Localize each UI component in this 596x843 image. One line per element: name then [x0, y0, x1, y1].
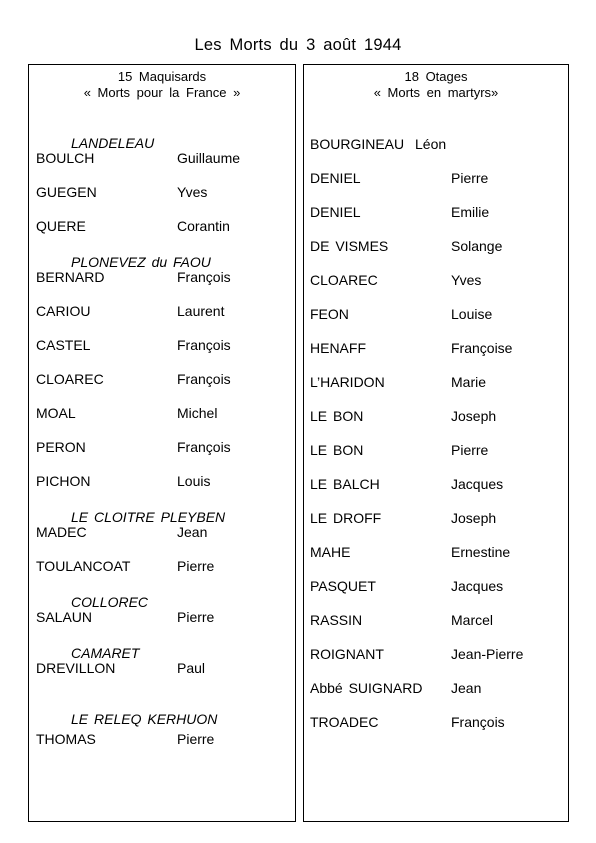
surname: THOMAS [36, 731, 96, 747]
surname: LE DROFF [310, 510, 382, 526]
firstname: Marie [451, 374, 487, 390]
commune-heading: CAMARET [71, 645, 140, 661]
commune-heading: LANDELEAU [71, 135, 155, 151]
firstname: Ernestine [451, 544, 511, 560]
firstname: Guillaume [177, 150, 241, 166]
firstname: Jean [177, 524, 208, 540]
otages-subtitle: « Morts en martyrs» [373, 85, 499, 100]
surname: MAHE [310, 544, 351, 560]
firstname: Jacques [451, 476, 504, 492]
surname: BERNARD [36, 269, 105, 285]
firstname: Louis [177, 473, 211, 489]
surname: DENIEL [310, 204, 361, 220]
firstname: Pierre [177, 731, 215, 747]
firstname: Emilie [451, 204, 490, 220]
surname: PERON [36, 439, 86, 455]
firstname: Pierre [177, 609, 215, 625]
surname: GUEGEN [36, 184, 97, 200]
surname: BOURGINEAU [310, 136, 405, 152]
surname: FEON [310, 306, 349, 322]
firstname: Joseph [451, 510, 497, 526]
surname: DE VISMES [310, 238, 389, 254]
page-title: Les Morts du 3 août 1944 [194, 36, 402, 54]
surname: TROADEC [310, 714, 379, 730]
firstname: Laurent [177, 303, 225, 319]
surname: PICHON [36, 473, 91, 489]
surname: CASTEL [36, 337, 91, 353]
surname: HENAFF [310, 340, 366, 356]
firstname: Marcel [451, 612, 494, 628]
surname: LE BON [310, 408, 364, 424]
firstname: Jacques [451, 578, 504, 594]
maquisards-subtitle: « Morts pour la France » [83, 85, 241, 100]
firstname: Corantin [177, 218, 230, 234]
surname: MADEC [36, 524, 87, 540]
surname: ROIGNANT [310, 646, 384, 662]
surname: MOAL [36, 405, 76, 421]
surname: SALAUN [36, 609, 93, 625]
firstname: Joseph [451, 408, 497, 424]
maquisards-count: 15 Maquisards [117, 69, 207, 84]
surname: CLOAREC [310, 272, 378, 288]
commune-heading: COLLOREC [71, 594, 149, 610]
commune-heading: PLONEVEZ du FAOU [71, 254, 211, 270]
firstname: Jean-Pierre [451, 646, 524, 662]
surname: LE BALCH [310, 476, 380, 492]
firstname: François [177, 439, 231, 455]
commune-heading: LE CLOITRE PLEYBEN [71, 509, 226, 525]
firstname: Louise [451, 306, 493, 322]
maquisards-column [28, 64, 296, 822]
otages-count: 18 Otages [404, 69, 468, 84]
firstname: Yves [451, 272, 482, 288]
firstname: Léon [415, 136, 447, 152]
surname: CARIOU [36, 303, 91, 319]
firstname: François [177, 269, 231, 285]
maquisards-heading [29, 69, 295, 101]
commune-heading: LE RELEQ KERHUON [71, 711, 218, 727]
firstname: Pierre [177, 558, 215, 574]
firstname: Pierre [451, 170, 489, 186]
surname: DENIEL [310, 170, 361, 186]
firstname: Yves [177, 184, 208, 200]
surname: DREVILLON [36, 660, 116, 676]
surname: PASQUET [310, 578, 376, 594]
surname: TOULANCOAT [36, 558, 131, 574]
surname: Abbé SUIGNARD [310, 680, 423, 696]
surname: BOULCH [36, 150, 95, 166]
surname: CLOAREC [36, 371, 104, 387]
otages-heading [304, 69, 568, 101]
firstname: Françoise [451, 340, 513, 356]
surname: QUERE [36, 218, 86, 234]
firstname: Solange [451, 238, 503, 254]
firstname: François [177, 371, 231, 387]
firstname: Pierre [451, 442, 489, 458]
firstname: Michel [177, 405, 218, 421]
firstname: Paul [177, 660, 206, 676]
surname: LE BON [310, 442, 364, 458]
otages-column [303, 64, 569, 822]
firstname: Jean [451, 680, 482, 696]
firstname: François [177, 337, 231, 353]
firstname: François [451, 714, 505, 730]
surname: RASSIN [310, 612, 363, 628]
surname: L’HARIDON [310, 374, 385, 390]
